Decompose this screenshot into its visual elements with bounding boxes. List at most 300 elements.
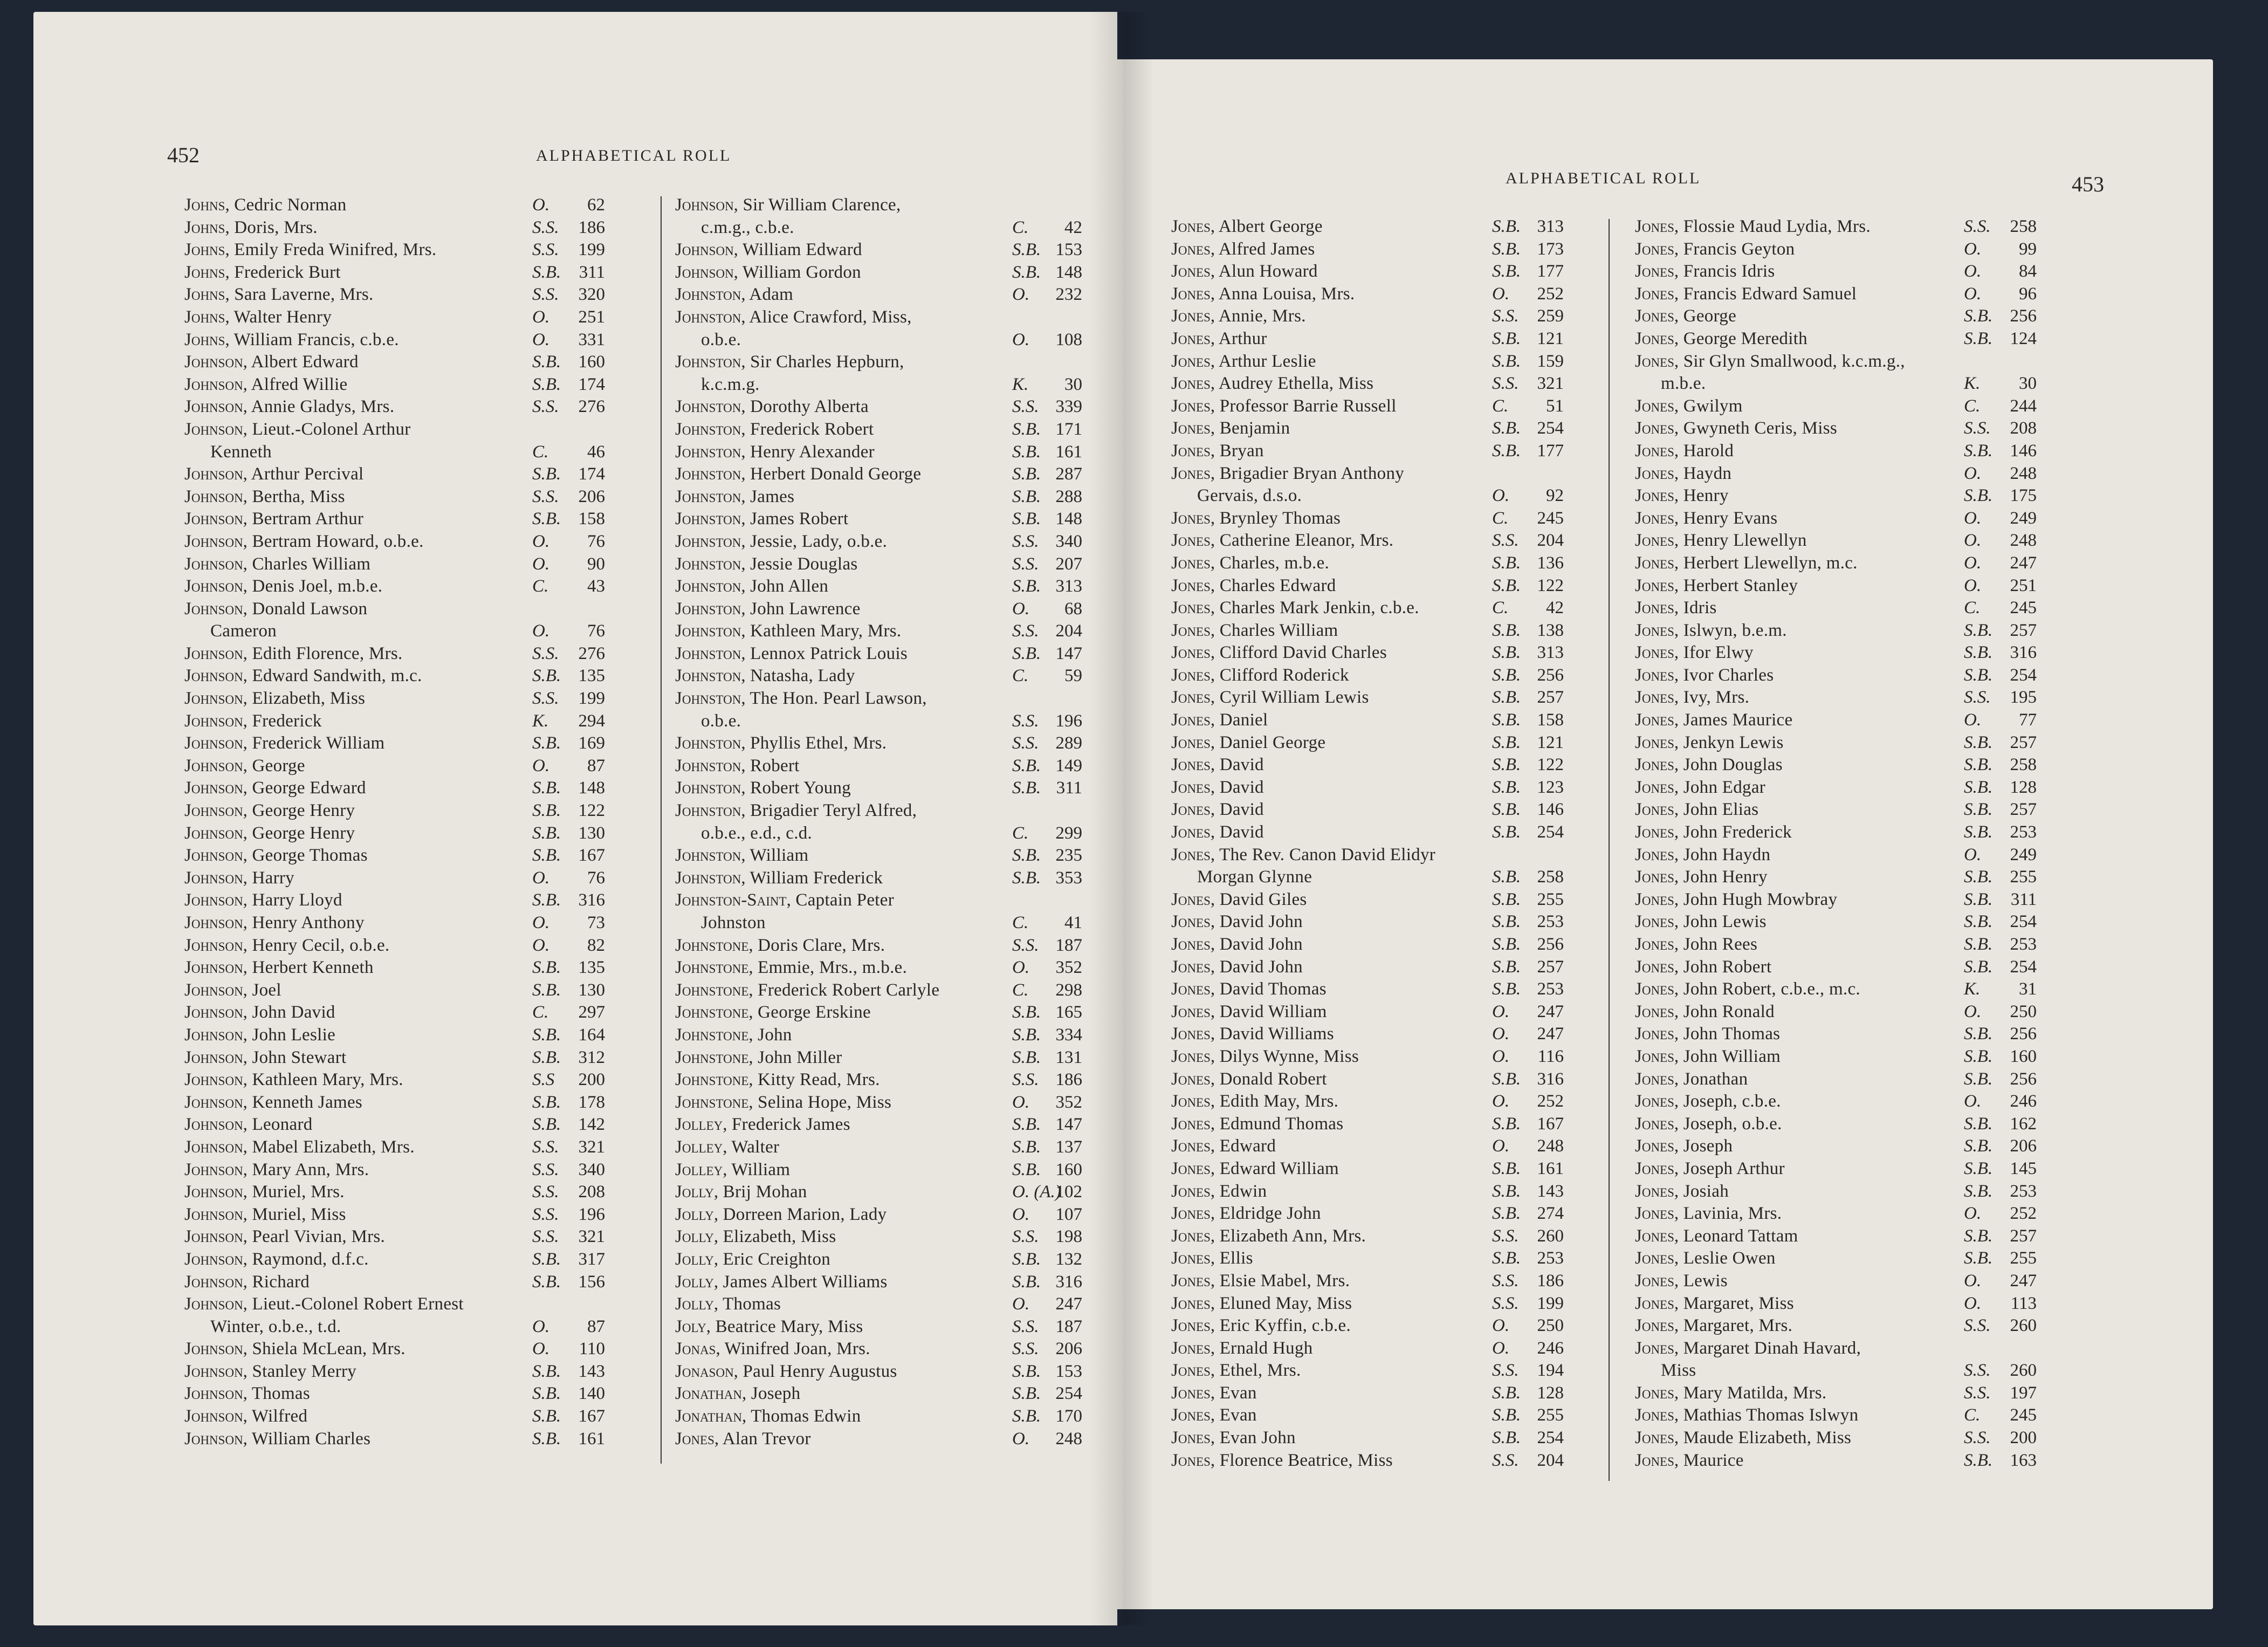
entry-surname: Jolley, <box>675 1137 727 1157</box>
index-entry: Jones, David William O. 247 <box>1171 1001 1581 1024</box>
index-entry: Jones, Leslie Owen S.B. 255 <box>1635 1247 2056 1270</box>
entry-name <box>1171 1158 1339 1181</box>
entry-surname: Johnson, <box>184 1092 248 1112</box>
entry-forenames: Phyllis Ethel, Mrs. <box>745 733 887 753</box>
entry-code: O. <box>1964 239 1982 259</box>
index-entry: Jones, Leonard Tattam S.B. 257 <box>1635 1225 2056 1248</box>
column-divider <box>1609 219 1610 1481</box>
entry-name <box>184 239 436 262</box>
entry-code: S.S. <box>1964 418 1991 438</box>
entry-code: C. <box>532 1003 549 1022</box>
index-entry: Jones, John Edgar S.B. 128 <box>1635 777 2056 799</box>
entry-forenames: Dilys Wynne, Miss <box>1215 1046 1359 1066</box>
entry-forenames: Francis Geyton <box>1679 239 1795 259</box>
entry-code: S.B. <box>1012 486 1041 506</box>
entry-name <box>701 329 741 352</box>
entry-forenames: Alan Trevor <box>719 1429 811 1449</box>
entry-code: O. <box>532 868 550 888</box>
entry-surname: Jolly, <box>675 1182 719 1202</box>
entry-forenames: Thomas Edwin <box>746 1406 861 1426</box>
entry-code: S.B. <box>532 666 561 686</box>
index-entry: Jones, Margaret, Miss O. 113 <box>1635 1293 2056 1315</box>
entry-name <box>1635 1247 1776 1270</box>
entry-name <box>675 665 855 688</box>
entry-forenames: John Douglas <box>1679 755 1783 775</box>
entry-code: O. <box>1012 958 1030 978</box>
entry-name <box>701 710 741 733</box>
entry-name <box>675 553 858 576</box>
entry-name <box>1171 1203 1321 1225</box>
entry-surname: Johnstone, <box>675 1003 753 1022</box>
index-entry: Jones, Elizabeth Ann, Mrs. S.S. 260 <box>1171 1225 1581 1248</box>
entry-name <box>184 867 294 890</box>
index-entry: Jolly, Dorreen Marion, Lady O. 107 <box>675 1204 1096 1226</box>
index-entry: Johnston, Jessie Douglas S.S. 207 <box>675 553 1096 576</box>
entry-code: O. <box>1964 284 1982 304</box>
index-entry: Jones, Idris C. 245 <box>1635 597 2056 620</box>
entry-surname: Jones, <box>1635 1092 1679 1111</box>
entry-code: S.S. <box>1964 1383 1991 1403</box>
index-entry: Jones, Ethel, Mrs. S.S. 194 <box>1171 1360 1581 1382</box>
entry-name <box>675 1159 790 1182</box>
entry-surname: Jones, <box>1635 1271 1679 1291</box>
index-entry: Jonathan, Thomas Edwin S.B. 170 <box>675 1405 1096 1428</box>
entry-code: S.B. <box>1012 509 1041 529</box>
entry-name <box>1635 1315 1792 1337</box>
index-entry: Johnson, Edith Florence, Mrs. S.S. 276 <box>184 643 616 665</box>
entry-surname: Johnson, <box>184 1025 248 1045</box>
entry-name <box>1171 1337 1313 1360</box>
index-entry: Johnson, William Edward S.B. 153 <box>675 239 1096 262</box>
index-entry: Johnston C. 41 <box>675 912 1096 935</box>
entry-forenames: Alfred James <box>1215 239 1315 259</box>
entry-surname: Jones, <box>1171 777 1215 797</box>
entry-surname: Jones, <box>1635 889 1679 909</box>
column-divider <box>661 196 662 1464</box>
entry-forenames: Frederick Burt <box>229 262 341 282</box>
index-entry: Johnstone, John S.B. 334 <box>675 1024 1096 1047</box>
entry-forenames: Ivor Charles <box>1679 665 1774 685</box>
entry-forenames: Kathleen Mary, Mrs. <box>745 621 902 641</box>
index-entry: Johnson, Richard S.B. 156 <box>184 1271 616 1294</box>
index-entry: Jones, Mathias Thomas Islwyn C. 245 <box>1635 1404 2056 1427</box>
index-entry: Jones, Gwyneth Ceris, Miss S.S. 208 <box>1635 417 2056 440</box>
entry-name <box>1171 1270 1350 1293</box>
entry-surname: Johnston, <box>675 307 746 327</box>
entry-surname: Jonason, <box>675 1361 738 1381</box>
index-entry: Johns, Doris, Mrs. S.S. 186 <box>184 217 616 239</box>
entry-forenames: Stanley Merry <box>247 1361 357 1381</box>
index-entry: Jones, David Giles S.B. 255 <box>1171 889 1581 911</box>
index-entry: Johnson, Pearl Vivian, Mrs. S.S. 321 <box>184 1226 616 1248</box>
index-entry <box>1171 463 1581 485</box>
entry-name <box>1635 1113 1782 1136</box>
index-entry: Jones, Catherine Eleanor, Mrs. S.S. 204 <box>1171 530 1581 552</box>
entry-surname: Johnson, <box>184 486 248 506</box>
entry-name <box>184 1001 335 1024</box>
index-entry: Johnson, Harry Lloyd S.B. 316 <box>184 889 616 912</box>
entry-code: O. <box>532 913 550 932</box>
entry-name <box>1635 1450 1744 1472</box>
entry-surname: Jones, <box>1171 1405 1215 1425</box>
entry-name <box>1635 328 1807 351</box>
entry-forenames: David <box>1215 800 1264 820</box>
index-entry: Jones, John Hugh Mowbray S.B. 311 <box>1635 889 2056 911</box>
entry-forenames: William Gordon <box>738 262 861 282</box>
entry-surname: Jones, <box>1635 845 1679 864</box>
entry-surname: Jones, <box>1635 643 1679 663</box>
index-entry: Johnson, Denis Joel, m.b.e. C. 43 <box>184 575 616 598</box>
entry-forenames: Winter, o.b.e., t.d. <box>210 1316 341 1336</box>
entry-surname: Jones, <box>1171 1158 1215 1178</box>
entry-forenames: James Albert Williams <box>718 1272 888 1292</box>
entry-name <box>210 1316 341 1339</box>
entry-code: S.B. <box>532 509 561 529</box>
entry-surname: Jones, <box>1171 1226 1215 1246</box>
entry-name <box>1171 507 1341 530</box>
entry-forenames: David William <box>1215 1001 1327 1021</box>
entry-name <box>675 351 904 374</box>
entry-name <box>1635 1046 1781 1068</box>
entry-code: S.B. <box>1012 756 1041 776</box>
entry-name <box>1171 799 1264 821</box>
entry-surname: Jones, <box>1635 463 1679 483</box>
entry-forenames: Edmund Thomas <box>1215 1114 1344 1134</box>
entry-name <box>1171 238 1315 261</box>
entry-forenames: Alun Howard <box>1215 262 1318 282</box>
entry-forenames: Gervais, d.s.o. <box>1197 486 1302 506</box>
entry-name <box>184 643 403 665</box>
entry-surname: Jones, <box>1635 688 1679 708</box>
entry-name <box>675 1024 792 1047</box>
entry-code: S.B. <box>1964 935 1993 954</box>
index-entry <box>675 306 1096 329</box>
index-entry: Johnson, Kathleen Mary, Mrs. S.S 200 <box>184 1069 616 1092</box>
entry-code: S.B. <box>1492 217 1521 236</box>
index-entry: c.m.g., c.b.e. C. 42 <box>675 217 1096 239</box>
entry-forenames: Ethel, Mrs. <box>1215 1361 1301 1381</box>
entry-name <box>184 800 355 822</box>
entry-name <box>184 889 342 912</box>
entry-surname: Johnson, <box>675 262 738 282</box>
entry-code: S.S. <box>1492 1450 1519 1470</box>
index-entry: Johnson, Bertram Howard, o.b.e. O. 76 <box>184 531 616 553</box>
entry-code: O. <box>1012 330 1030 349</box>
entry-surname: Jones, <box>1171 1361 1215 1381</box>
entry-forenames: George <box>247 756 305 776</box>
entry-name <box>675 418 874 441</box>
entry-code: S.S. <box>1492 306 1519 326</box>
entry-forenames: Frederick Robert <box>745 419 874 439</box>
entry-surname: Jones, <box>1635 306 1679 326</box>
entry-forenames: Natasha, Lady <box>745 666 855 686</box>
entry-surname: Johnson, <box>184 352 248 372</box>
entry-code: O. <box>1964 553 1982 573</box>
entry-forenames: c.m.g., c.b.e. <box>701 217 794 237</box>
entry-code: S.B. <box>1492 1181 1521 1201</box>
entry-forenames: Charles Mark Jenkin, c.b.e. <box>1215 598 1419 618</box>
right-page <box>1117 59 2213 1609</box>
index-entry: Johnson, Frederick William S.B. 169 <box>184 732 616 755</box>
entry-code: S.B. <box>1492 777 1521 797</box>
entry-code: S.S. <box>532 240 559 260</box>
entry-code: S.B. <box>1492 620 1521 640</box>
entry-forenames: Joseph <box>746 1384 801 1404</box>
entry-forenames: Benjamin <box>1215 418 1290 438</box>
entry-name <box>675 755 800 778</box>
index-entry: Jones, Joseph Arthur S.B. 145 <box>1635 1158 2056 1181</box>
entry-name <box>701 217 794 239</box>
index-entry: Johnson, Harry O. 76 <box>184 867 616 890</box>
index-entry: Jones, Henry S.B. 175 <box>1635 485 2056 507</box>
entry-surname: Johnston, <box>675 531 746 551</box>
entry-surname: Jones, <box>1171 1450 1215 1470</box>
index-entry <box>675 800 1096 822</box>
entry-name <box>675 1204 886 1226</box>
entry-code: O. <box>532 935 550 955</box>
index-entry: Johns, William Francis, c.b.e. O. 331 <box>184 329 616 352</box>
entry-surname: Johnson, <box>184 980 248 1000</box>
entry-code: S.B. <box>1012 868 1041 888</box>
entry-forenames: Joseph, c.b.e. <box>1679 1092 1781 1111</box>
entry-name <box>675 867 883 890</box>
entry-surname: Johnstone, <box>675 1025 753 1045</box>
entry-surname: Johnston, <box>675 689 746 709</box>
entry-code: S.S. <box>1012 1316 1039 1336</box>
entry-name <box>1171 1315 1351 1337</box>
entry-code: S.B. <box>1012 240 1041 260</box>
index-entry <box>675 688 1096 710</box>
index-entry: Johnson, Henry Cecil, o.b.e. O. 82 <box>184 935 616 957</box>
index-entry: Johnson, Wilfred S.B. 167 <box>184 1405 616 1428</box>
entry-name <box>1635 866 1768 889</box>
entry-name <box>1171 709 1268 732</box>
entry-code: C. <box>1012 980 1029 1000</box>
entry-forenames: Anna Louisa, Mrs. <box>1215 284 1355 304</box>
entry-forenames: Henry Cecil, o.b.e. <box>247 935 390 955</box>
entry-forenames: Elizabeth, Miss <box>247 689 366 709</box>
entry-surname: Jones, <box>1171 463 1215 483</box>
index-entry: Jones, Evan John S.B. 254 <box>1171 1427 1581 1450</box>
entry-surname: Johnston, <box>675 756 746 776</box>
entry-code: S.S. <box>1012 621 1039 641</box>
entry-name <box>1171 687 1369 709</box>
entry-surname: Johnston, <box>675 442 746 462</box>
entry-surname: Jones, <box>1171 710 1215 730</box>
index-entry: Johnston, Robert Young S.B. 311 <box>675 777 1096 800</box>
index-entry: Jones, Charles William S.B. 138 <box>1171 620 1581 642</box>
entry-surname: Johnstone, <box>675 1047 753 1067</box>
entry-code: S.S. <box>1012 531 1039 551</box>
index-entry: k.c.m.g. K. 30 <box>675 374 1096 396</box>
entry-code: S.B. <box>1964 620 1993 640</box>
entry-name <box>675 620 901 643</box>
entry-name <box>184 194 347 217</box>
entry-surname: Jolly, <box>675 1204 719 1224</box>
entry-name <box>1635 1337 1861 1360</box>
entry-code: S.B. <box>1012 577 1041 596</box>
index-entry: Johnson, Thomas S.B. 140 <box>184 1383 616 1405</box>
entry-forenames: Emmie, Mrs., m.b.e. <box>753 958 908 978</box>
entry-code: S.B. <box>1964 912 1993 932</box>
entry-surname: Johnson, <box>675 195 738 215</box>
entry-code: S.B. <box>532 733 561 753</box>
entry-name <box>1171 889 1307 911</box>
entry-surname: Johnson, <box>184 913 248 932</box>
entry-code: S.B. <box>1492 1204 1521 1224</box>
entry-surname: Johnson, <box>184 1047 248 1067</box>
entry-code: S.B. <box>1492 328 1521 348</box>
entry-surname: Johnston, <box>675 733 746 753</box>
entry-forenames: Donald Robert <box>1215 1069 1327 1089</box>
entry-code: O. <box>1492 1136 1510 1156</box>
entry-forenames: John William <box>1679 1046 1781 1066</box>
entry-code: S.B. <box>1492 643 1521 663</box>
entry-forenames: Ellis <box>1215 1248 1253 1268</box>
entry-name <box>184 1047 346 1069</box>
entry-code: S.B. <box>1012 1272 1041 1292</box>
entry-surname: Johnstone, <box>675 958 753 978</box>
index-entry: Winter, o.b.e., t.d. O. 87 <box>184 1316 616 1339</box>
entry-code: S.B. <box>1964 867 1993 887</box>
entry-forenames: Beatrice Mary, Miss <box>711 1316 863 1336</box>
entry-name <box>675 1092 891 1114</box>
entry-forenames: Herbert Donald George <box>745 464 922 484</box>
index-entry: Johnson, George Henry S.B. 130 <box>184 822 616 845</box>
entry-surname: Jones, <box>1635 1001 1679 1021</box>
index-entry: Johnson, Mary Ann, Mrs. S.S. 340 <box>184 1159 616 1182</box>
index-entry: Jolley, Walter S.B. 137 <box>675 1136 1096 1159</box>
entry-surname: Johnstone, <box>675 1092 753 1112</box>
entry-code: S.B. <box>1964 643 1993 663</box>
index-entry: Jolly, James Albert Williams S.B. 316 <box>675 1271 1096 1294</box>
entry-name <box>184 1271 310 1294</box>
entry-name <box>675 1428 811 1451</box>
entry-code: S.B. <box>532 262 561 282</box>
entry-name <box>184 957 374 979</box>
index-entry: Jones, Gwilym C. 244 <box>1635 395 2056 418</box>
entry-surname: Johnson, <box>184 1272 248 1292</box>
entry-forenames: Edward William <box>1215 1158 1339 1178</box>
entry-code: S.B. <box>532 1025 561 1045</box>
entry-name <box>1171 754 1264 777</box>
entry-surname: Jones, <box>1171 351 1215 371</box>
entry-surname: Johnson, <box>184 935 248 955</box>
entry-code: C. <box>1012 913 1029 932</box>
entry-code: O. <box>1492 1338 1510 1358</box>
entry-forenames: William Charles <box>247 1429 371 1449</box>
entry-code: O. <box>1492 1092 1510 1111</box>
index-entry: Jones, John Ronald O. 250 <box>1635 1001 2056 1024</box>
entry-forenames: Audrey Ethella, Miss <box>1215 374 1374 394</box>
entry-surname: Jones, <box>1171 1092 1215 1111</box>
entry-code: S.B. <box>532 1384 561 1404</box>
entry-forenames: John Frederick <box>1679 822 1792 842</box>
entry-forenames: Charles Edward <box>1215 575 1336 595</box>
index-entry: Johnstone, Frederick Robert Carlyle C. 298 <box>675 979 1096 1002</box>
entry-name <box>1171 283 1355 306</box>
entry-forenames: Idris <box>1679 598 1717 618</box>
entry-forenames: Evan <box>1215 1405 1257 1425</box>
index-entry: Jones, John Lewis S.B. 254 <box>1635 911 2056 934</box>
entry-surname: Jones, <box>1635 1248 1679 1268</box>
index-entry: Johnson, Charles William O. 90 <box>184 553 616 576</box>
index-entry: Jolly, Eric Creighton S.B. 132 <box>675 1248 1096 1271</box>
entry-name <box>675 957 907 979</box>
index-entry: Jones, Joseph S.B. 206 <box>1635 1135 2056 1158</box>
entry-name <box>1661 1360 1696 1382</box>
index-entry <box>1635 351 2056 373</box>
entry-forenames: Josiah <box>1679 1181 1729 1201</box>
entry-forenames: William Francis, c.b.e. <box>229 330 399 349</box>
entry-surname: Johnston, <box>675 801 746 821</box>
entry-name <box>1635 575 1798 598</box>
index-entry: Jones, Herbert Stanley O. 251 <box>1635 575 2056 598</box>
index-entry: Johnston, Dorothy Alberta S.S. 339 <box>675 396 1096 418</box>
entry-surname: Johnson, <box>184 666 248 686</box>
entry-forenames: William <box>745 846 809 866</box>
entry-surname: Jonas, <box>675 1339 720 1359</box>
index-entry: m.b.e. K. 30 <box>1635 373 2056 395</box>
entry-name <box>675 1338 870 1361</box>
entry-code: O. <box>1012 285 1030 305</box>
entry-name <box>1171 620 1338 642</box>
index-entry: Jones, Bryan S.B. 177 <box>1171 440 1581 463</box>
entry-name <box>1171 1068 1327 1091</box>
entry-code: S.B. <box>1012 1047 1041 1067</box>
index-entry <box>675 889 1096 912</box>
index-entry: Jones, Anna Louisa, Mrs. O. 252 <box>1171 283 1581 306</box>
entry-forenames: Henry Anthony <box>247 913 365 932</box>
entry-surname: Johns, <box>184 195 230 215</box>
entry-code: S.B. <box>1492 418 1521 438</box>
entry-name <box>184 1069 403 1092</box>
entry-code: S.S. <box>1012 554 1039 574</box>
entry-name <box>184 262 341 284</box>
entry-code: O. <box>532 307 550 327</box>
entry-name <box>1635 934 1757 956</box>
entry-surname: Jones, <box>1635 957 1679 977</box>
entry-surname: Johnson, <box>184 1406 248 1426</box>
entry-name <box>1171 821 1264 844</box>
entry-forenames: Ivy, Mrs. <box>1679 688 1750 708</box>
entry-forenames: Jessie Douglas <box>745 554 858 574</box>
entry-forenames: Gwyneth Ceris, Miss <box>1679 418 1837 438</box>
index-entry: Johnson, Kenneth James S.B. 178 <box>184 1092 616 1114</box>
entry-surname: Jones, <box>1635 575 1679 595</box>
entry-surname: Jones, <box>1171 1248 1215 1268</box>
entry-name <box>184 755 305 778</box>
entry-surname: Johnson, <box>184 531 248 551</box>
entry-name <box>1171 216 1323 238</box>
entry-name <box>1171 1247 1253 1270</box>
entry-name <box>1635 1068 1748 1091</box>
index-entry: Jones, Haydn O. 248 <box>1635 463 2056 485</box>
entry-forenames: Islwyn, b.e.m. <box>1679 620 1787 640</box>
entry-code: S.S. <box>1492 1271 1519 1291</box>
entry-code: S.B. <box>532 846 561 866</box>
entry-forenames: Herbert Llewellyn, m.c. <box>1679 553 1858 573</box>
entry-surname: Jones, <box>1171 262 1215 282</box>
index-entry: Johnson, George Thomas S.B. 167 <box>184 845 616 867</box>
entry-surname: Jones, <box>1635 1226 1679 1246</box>
entry-surname: Jones, <box>1171 643 1215 663</box>
entry-name <box>1635 1404 1858 1427</box>
entry-surname: Jolley, <box>675 1159 727 1179</box>
index-entry: Jones, Dilys Wynne, Miss O. 116 <box>1171 1046 1581 1068</box>
entry-forenames: Doris Clare, Mrs. <box>753 935 885 955</box>
entry-forenames: Muriel, Mrs. <box>247 1182 345 1202</box>
